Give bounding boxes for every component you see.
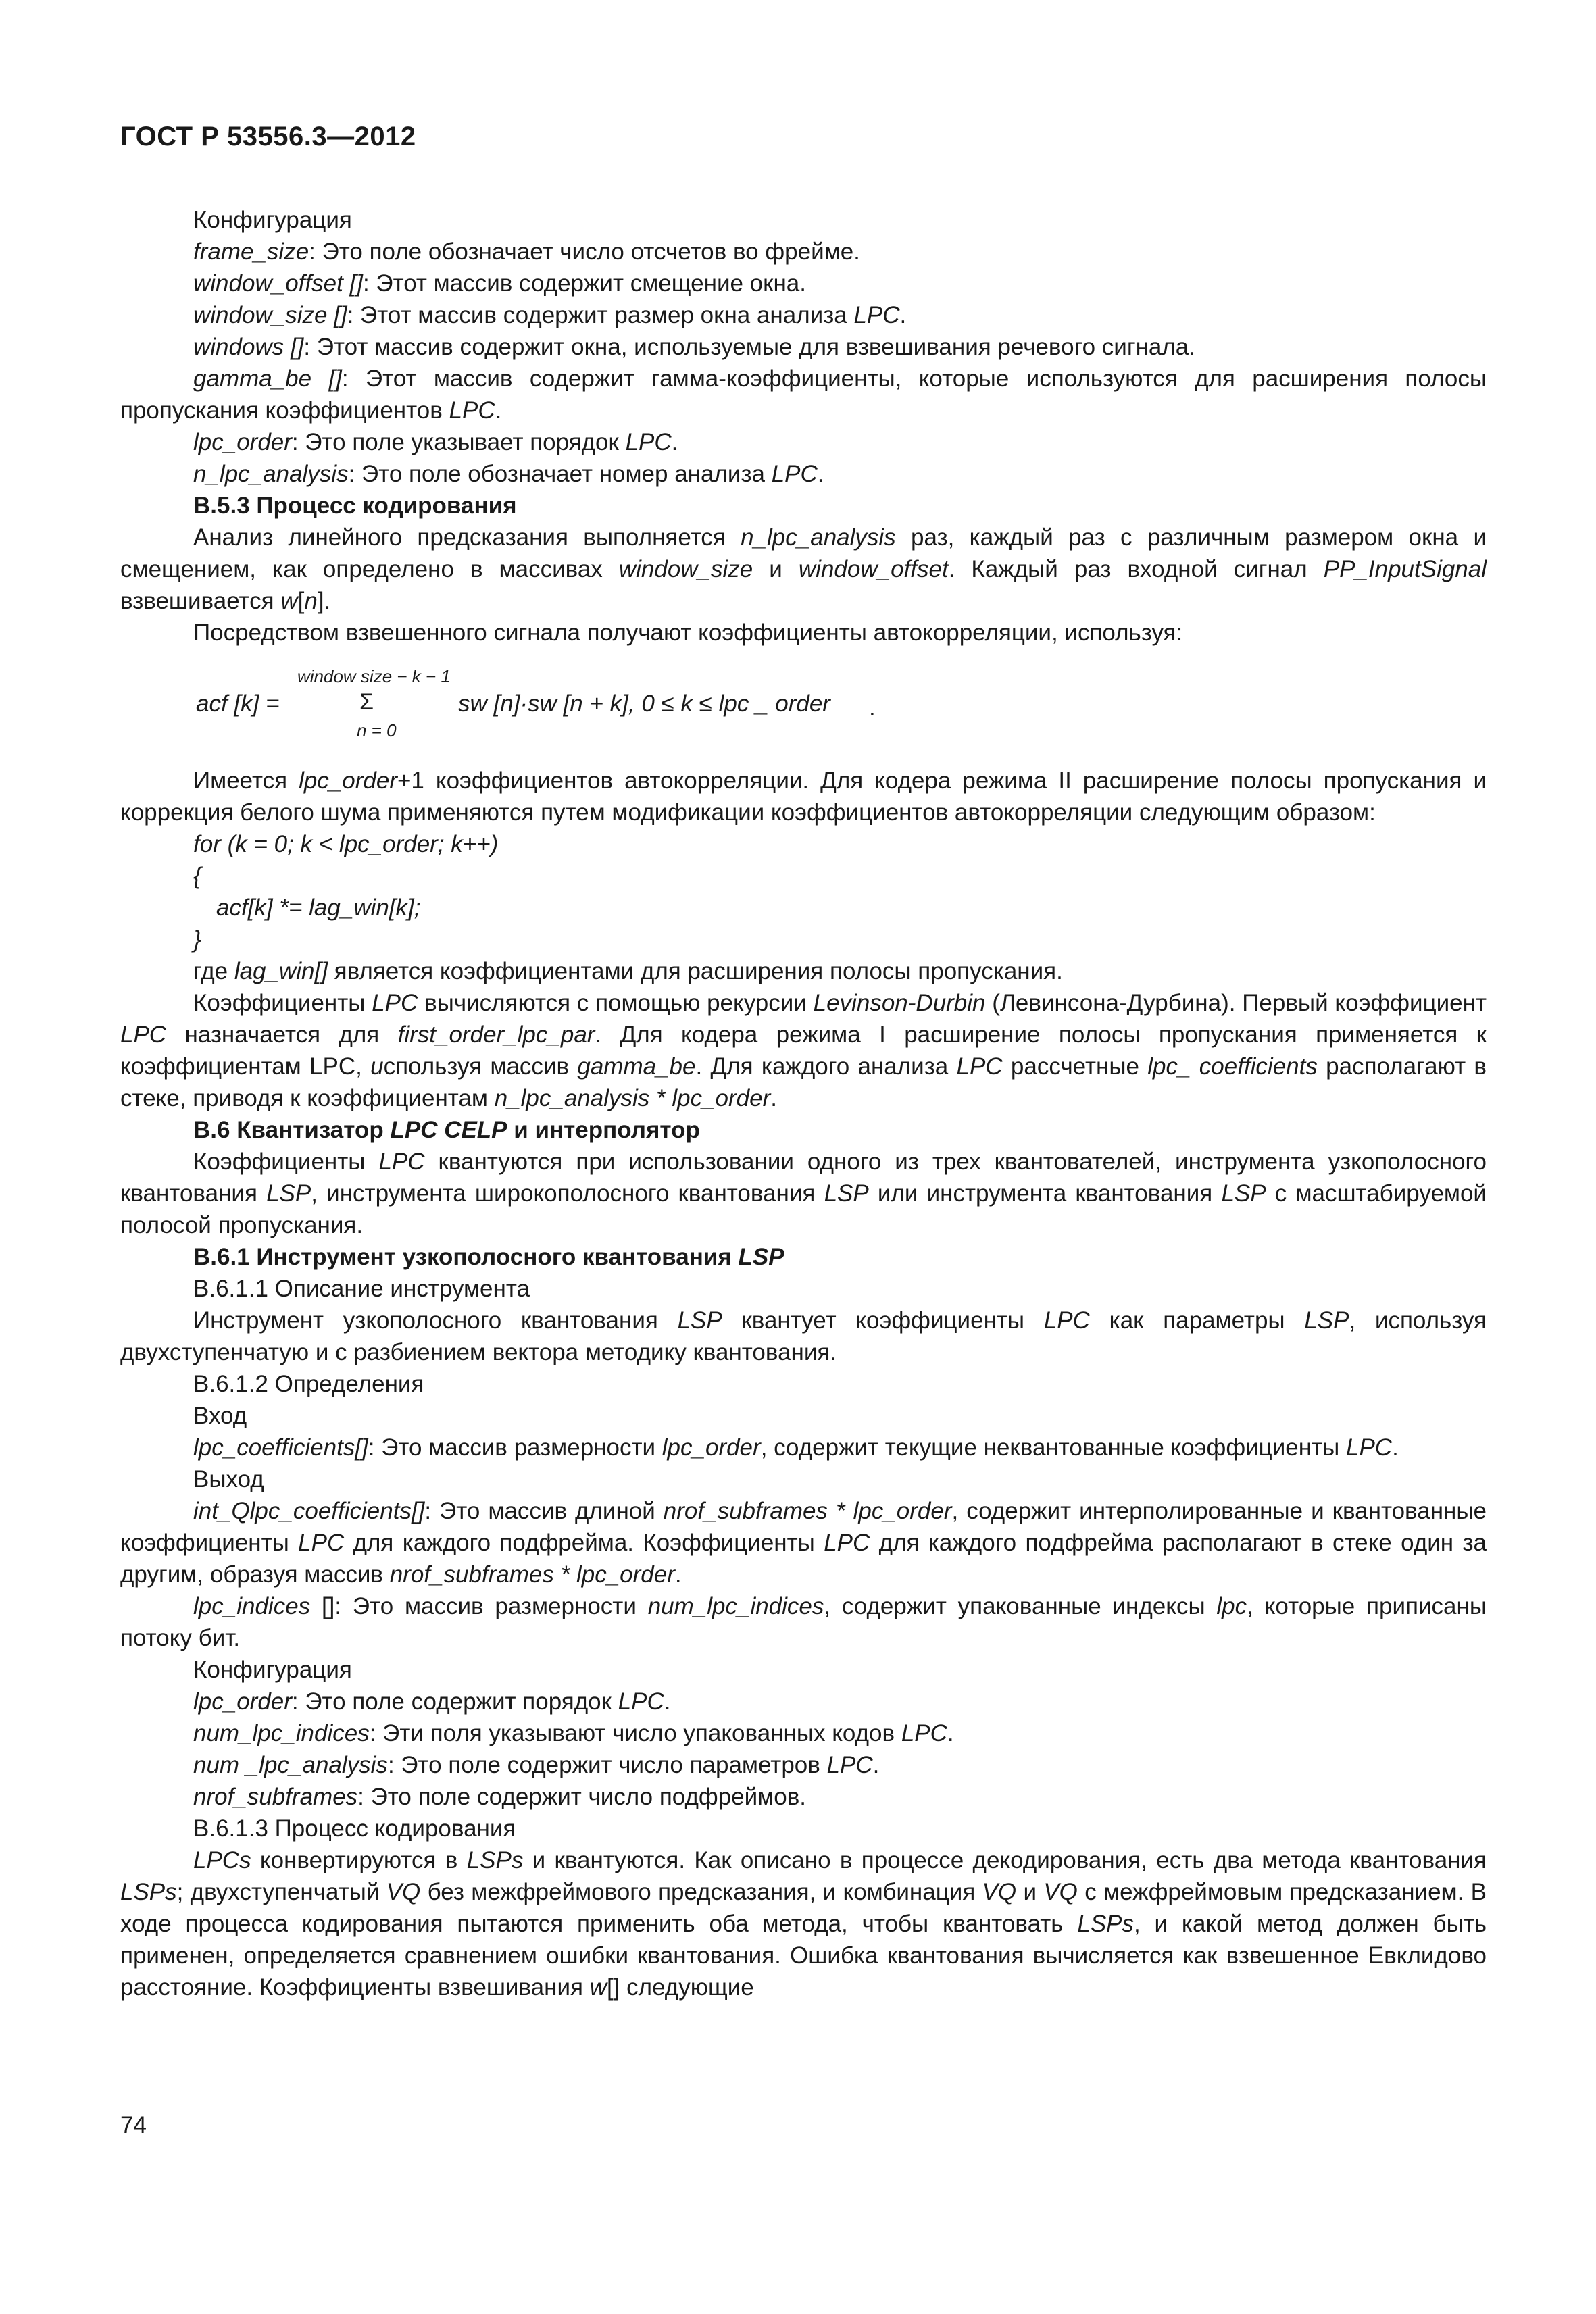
def-window-offset: window_offset []: Этот массив содержит смещение окна. [193,270,806,297]
formula-lower-limit: n = 0 [357,720,397,740]
section-heading-b61: B.6.1 Инструмент узкополосного квантования LSP [193,1244,784,1270]
def-lpc-coefficients: lpc_coefficients[]: Это массив размерности lpc_order, содержит текущие неквантованные коэффициенты LPC. [193,1434,1399,1461]
formula-lhs: acf [k] = [196,690,280,717]
subheading-b612: B.6.1.2 Определения [193,1371,424,1397]
document-header: ГОСТ Р 53556.3—2012 [120,122,416,151]
def-lpc-order: lpc_order: Это поле указывает порядок LPC. [193,429,678,455]
def-window-size: window_size []: Этот массив содержит размер окна анализа LPC. [193,302,907,328]
formula-sigma: Σ [359,689,374,715]
code-line-open-brace: { [193,863,201,889]
label-input: Вход [193,1403,247,1429]
paragraph-quantizers: Коэффициенты LPC квантуются при использовании одного из трех квантователей, инструмента узкополосного квантования LSP, инструмента широкополосного квантования LSP или инструмента квантования LSP с масштабируемой полосой пропускания. [120,1149,1487,1238]
paragraph-lpc-order-coefficients: Имеется lpc_order+1 коэффициентов автокорреляции. Для кодера режима II расширение полосы пропускания и коррекция белого шума применяются путем модификации коэффициентов автокорреляции следующим образом: [120,768,1487,826]
formula-rhs: sw [n]·sw [n + k], 0 ≤ k ≤ lpc _ order [458,690,830,717]
def-gamma-be: gamma_be []: Этот массив содержит гамма-коэффициенты, которые используются для расширения полосы пропускания коэффициентов LPC. [120,366,1487,424]
subheading-b613: B.6.1.3 Процесс кодирования [193,1815,516,1842]
subheading-b611: B.6.1.1 Описание инструмента [193,1276,530,1302]
section-heading-b53: B.5.3 Процесс кодирования [193,493,517,519]
def-lpc-indices: lpc_indices []: Это массив размерности num_lpc_indices, содержит упакованные индексы lpc, которые приписаны потоку бит. [120,1593,1487,1651]
def-n-lpc-analysis: n_lpc_analysis: Это поле обозначает номер анализа LPC. [193,461,824,487]
def-cfg-nrof-subframes: nrof_subframes: Это поле содержит число подфреймов. [193,1784,807,1810]
code-line-for: for (k = 0; k < lpc_order; k++) [193,831,499,857]
section-heading-b6: B.6 Квантизатор LPC CELP и интерполятор [193,1117,700,1143]
paragraph-encoding-process: LPCs конвертируются в LSPs и квантуются. Как описано в процессе декодирования, есть два метода квантования LSPs; двухступенчатый VQ без межфреймового предсказания, и комбинация VQ и VQ с межфреймовым предсказанием. В ходе процесса кодирования пытаются применить оба метода, чтобы квантовать LSPs, и какой метод должен быть применен, определяется сравнением ошибки квантования. Ошибка квантования вычисляется как взвешенное Евклидово расстояние. Коэффициенты взвешивания w[] следующие [120,1847,1487,2001]
paragraph-autocorrelation: Посредством взвешенного сигнала получают коэффициенты автокорреляции, используя: [193,620,1183,646]
def-frame-size: frame_size: Это поле обозначает число отсчетов во фрейме. [193,238,860,265]
paragraph-lag-win: где lag_win[] является коэффициентами для расширения полосы пропускания. [193,958,1063,984]
def-cfg-num-lpc-indices: num_lpc_indices: Эти поля указывают число упакованных кодов LPC. [193,1720,954,1746]
def-int-qlpc-coefficients: int_Qlpc_coefficients[]: Это массив длиной nrof_subframes * lpc_order, содержит интерполированные и квантованные коэффициенты LPC для каждого подфрейма. Коэффициенты LPC для каждого подфрейма располагают в стеке один за другим, образуя массив nrof_subframes * lpc_order. [120,1498,1487,1588]
label-configuration: Конфигурация [193,1657,352,1683]
page-number: 74 [120,2112,147,2138]
formula-upper-limit: window size − k − 1 [297,666,451,686]
def-cfg-lpc-order: lpc_order: Это поле содержит порядок LPC. [193,1688,671,1715]
autocorrelation-formula [120,661,1487,747]
label-output: Выход [193,1466,264,1492]
formula-period: . [869,695,876,721]
document-body [120,204,1487,2003]
paragraph-tool-description: Инструмент узкополосного квантования LSP квантует коэффициенты LPC как параметры LSP, используя двухступенчатую и с разбиением вектора методику квантования. [120,1307,1487,1365]
config-title: Конфигурация [193,207,352,233]
paragraph-lpc-analysis: Анализ линейного предсказания выполняется n_lpc_analysis раз, каждый раз с различным размером окна и смещением, как определено в массивах window_size и window_offset. Каждый раз входной сигнал PP_InputSignal взвешивается w[n]. [120,524,1487,614]
def-cfg-num-lpc-analysis: num _lpc_analysis: Это поле содержит число параметров LPC. [193,1752,880,1778]
paragraph-levinson-durbin: Коэффициенты LPC вычисляются с помощью рекурсии Levinson-Durbin (Левинсона-Дурбина). Первый коэффициент LPC назначается для first_order_lpc_par. Для кодера режима I расширение полосы пропускания применяется к коэффициентам LPC, используя массив gamma_be. Для каждого анализа LPC рассчетные lpc_ coefficients располагают в стеке, приводя к коэффициентам n_lpc_analysis * lpc_order. [120,990,1487,1111]
code-line-close-brace: } [193,926,201,953]
def-windows: windows []: Этот массив содержит окна, используемые для взвешивания речевого сигнала. [193,334,1195,360]
code-line-body: acf[k] *= lag_win[k]; [216,895,421,921]
